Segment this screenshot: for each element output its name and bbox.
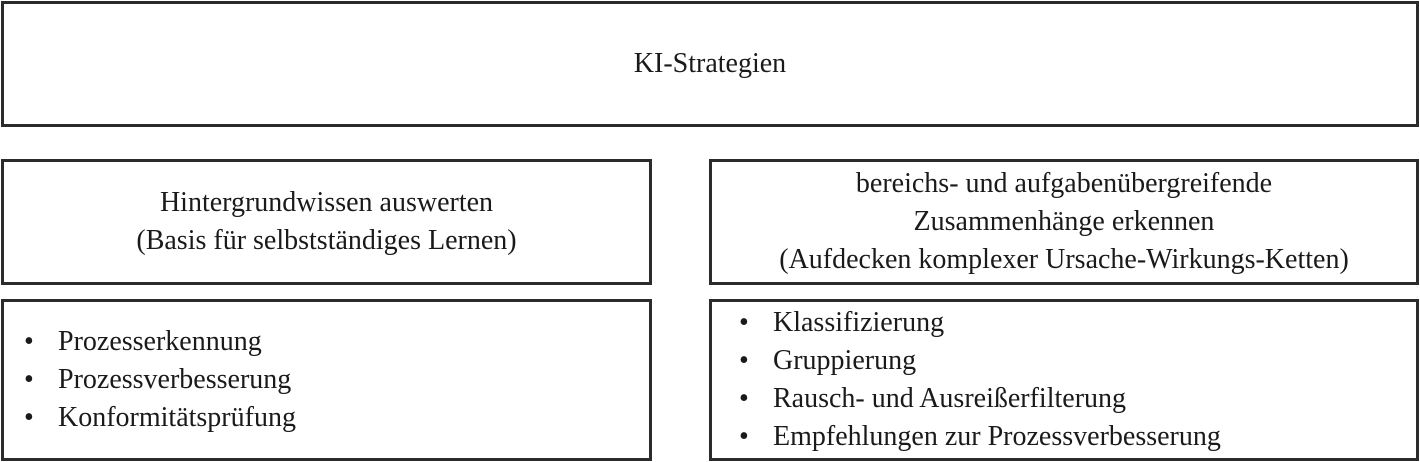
- list-item: [721, 418, 1221, 456]
- list-item-label: Prozessverbesserung: [58, 364, 292, 395]
- left-heading-line: Hintergrundwissen auswerten: [159, 187, 494, 218]
- left-heading-line: (Basis für selbstständiges Lernen): [136, 225, 517, 256]
- bullet-icon: •: [24, 364, 34, 395]
- right-heading: [779, 165, 1349, 279]
- bullet-icon: •: [739, 383, 749, 414]
- list-item: [721, 304, 1221, 342]
- list-item: [721, 380, 1221, 418]
- left-list-box: [1, 299, 652, 461]
- right-list-box: [709, 299, 1419, 461]
- list-item-label: Klassifizierung: [773, 307, 945, 338]
- list-item-label: Prozesserkennung: [58, 326, 262, 357]
- bullet-icon: •: [24, 326, 34, 357]
- right-heading-box: [709, 159, 1419, 285]
- list-item: [721, 342, 1221, 380]
- left-heading-box: [1, 159, 652, 285]
- bullet-icon: •: [739, 307, 749, 338]
- list-item-label: Empfehlungen zur Prozessverbesserung: [773, 421, 1221, 452]
- strategy-title: KI-Strategien: [633, 48, 787, 79]
- list-item: [6, 399, 296, 437]
- bullet-icon: •: [739, 421, 749, 452]
- left-heading: [136, 184, 516, 260]
- list-item-label: Gruppierung: [773, 345, 917, 376]
- left-bullet-list: [6, 323, 296, 437]
- right-bullet-list: [721, 304, 1221, 456]
- list-item: [6, 361, 296, 399]
- right-heading-line: bereichs- und aufgabenübergreifende: [855, 168, 1273, 199]
- right-heading-line: Zusammenhänge erkennen: [913, 206, 1215, 237]
- list-item: [6, 323, 296, 361]
- list-item-label: Konformitätsprüfung: [58, 402, 296, 433]
- right-heading-line: (Aufdecken komplexer Ursache-Wirkungs-Ketten): [779, 244, 1349, 275]
- bullet-icon: •: [24, 402, 34, 433]
- list-item-label: Rausch- und Ausreißerfilterung: [773, 383, 1127, 414]
- strategy-title-box: [1, 1, 1419, 127]
- bullet-icon: •: [739, 345, 749, 376]
